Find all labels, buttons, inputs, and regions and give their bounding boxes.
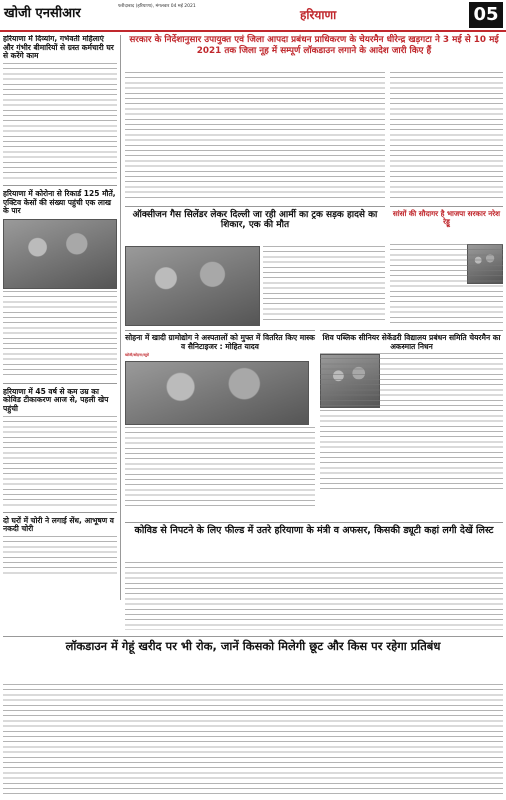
newspaper-logo: खोजी एनसीआर	[4, 6, 81, 21]
oxygen-article-photo	[125, 246, 260, 326]
lead-headline: सरकार के निर्देशानुसार उपायुक्त एवं जिला आपदा प्रबंधन प्राधिकरण के चेयरमैन धीरेन्द्र खड़गटा ने 3 मई से 10 मई 2021 तक जिला नूह में सम्पूर्ण लॉकडाउन लगाने के आदेश जारी किए हैं	[129, 35, 499, 56]
covid-officers-body	[125, 562, 503, 632]
left-column	[3, 35, 121, 600]
news-photo	[125, 246, 260, 326]
shiv-school-article	[320, 330, 503, 520]
article-headline: हरियाणा में 45 वर्ष से कम उम्र का कोविड टीकाकरण आज से, पहली खेप पहुंची	[3, 386, 109, 413]
article-headline: लॉकडाउन में गेहूं खरीद पर भी रोक, जानें किसको मिलेगी छूट और किस पर रहेगा प्रतिबंध	[65, 639, 441, 653]
lead-article-side	[390, 72, 503, 202]
article-body-text	[320, 353, 503, 493]
article-body-text	[125, 427, 315, 509]
page-number: 05	[469, 2, 503, 28]
mp-article-body	[390, 244, 503, 326]
article-body-text	[3, 416, 117, 508]
article-headline: सोहना में खादी ग्रामोद्योग ने अस्पतालों को मुफ्त में वितरित किए मास्क व सैनिटाइजर : मोहित यादव	[125, 333, 315, 351]
lead-banner	[125, 35, 503, 65]
mp-article	[390, 206, 503, 244]
lockdown-article-body	[3, 684, 503, 796]
masthead	[0, 0, 506, 32]
oxygen-article-body	[263, 246, 385, 326]
article-headline: दो घरों में चोरी ने लगाई सेंध, आभूषण व नकदी चोरी	[3, 515, 114, 534]
article-headline: हरियाणा में कोरोना से रिकार्ड 125 मौतें, एक्टिव केसों की संख्या पहुंची एक लाख के पार	[3, 188, 116, 216]
byline: खोजी/सोहना/ब्यूरो	[125, 353, 149, 358]
lead-article-body	[125, 72, 385, 202]
news-photo	[125, 361, 309, 425]
dateline: फरीदाबाद (हरियाणा), मंगलवार 04 मई 2021	[118, 4, 196, 9]
oxygen-article	[125, 206, 385, 246]
article-headline: हरियाणा में दिव्यांग, गर्भवती महिलाएं और गंभीर बीमारियों से ग्रस्त कर्मचारी घर से करेंगे काम	[3, 35, 114, 61]
article-headline: सांसों की सौदागर है भाजपा सरकार नरेश रेड्डू	[392, 209, 501, 227]
covid-officers-article	[125, 522, 503, 560]
article-body-text	[3, 63, 117, 181]
article-headline: शिव पब्लिक सीनियर सेकेंडरी विद्यालय प्रबंधन समिति चेयरमैन का अकस्मात निधन	[322, 333, 501, 351]
article-headline: ऑक्सीजन गैस सिलेंडर लेकर दिल्ली जा रही आर्मी का ट्रक सड़क हादसे का शिकार, एक की मौत	[132, 210, 378, 231]
sanitizer-article	[125, 330, 315, 520]
article-body-text	[3, 536, 117, 576]
article-body-text	[3, 291, 117, 379]
news-photo	[3, 219, 117, 289]
section-title: हरियाणा	[300, 8, 337, 22]
lockdown-article	[3, 636, 503, 682]
article-headline: कोविड से निपटने के लिए फील्ड में उतरे हरियाणा के मंत्री व अफसर, किसकी ड्यूटी कहां लगी देखें लिस्ट	[134, 525, 494, 536]
